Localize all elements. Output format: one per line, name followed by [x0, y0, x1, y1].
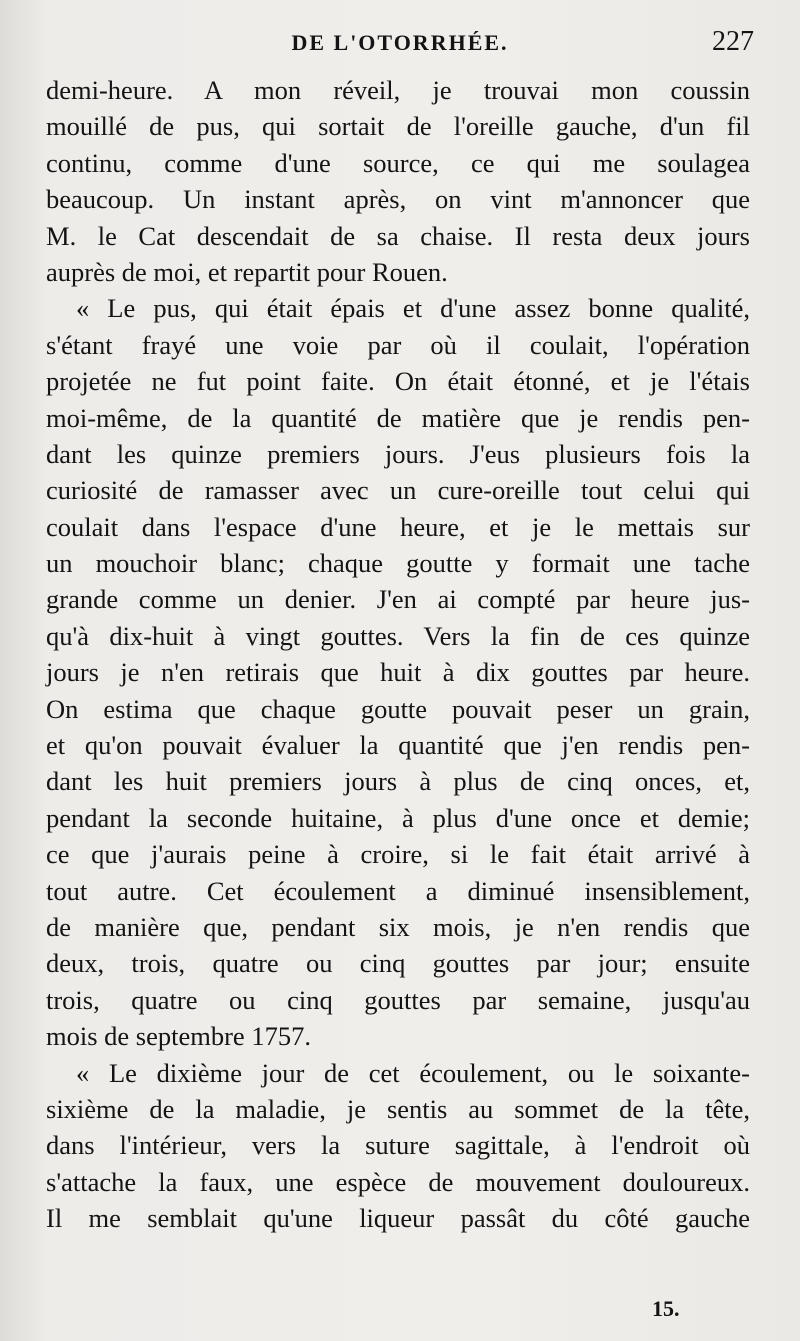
text-line: trois, quatre ou cinq gouttes par semaine, jusqu'au — [46, 984, 750, 1015]
text-line: pendant la seconde huitaine, à plus d'une once et demie; — [46, 802, 750, 833]
text-line: moi-même, de la quantité de matière que je rendis pen- — [46, 402, 750, 433]
signature-mark: 15. — [652, 1296, 680, 1321]
text-line: beaucoup. Un instant après, on vint m'annoncer que — [46, 184, 750, 215]
text-line: « Le pus, qui était épais et d'une assez bonne qualité, — [76, 293, 750, 324]
text-line: tout autre. Cet écoulement a diminué insensiblement, — [46, 875, 750, 906]
text-line: curiosité de ramasser avec un cure-oreille tout celui qui — [46, 475, 750, 506]
text-line: mois de septembre 1757. — [46, 1021, 311, 1052]
page-header — [46, 26, 754, 66]
text-line: On estima que chaque goutte pouvait peser un grain, — [46, 693, 750, 724]
page-number: 227 — [712, 26, 754, 57]
text-line: continu, comme d'une source, ce qui me soulagea — [46, 147, 750, 178]
text-line: et qu'on pouvait évaluer la quantité que j'en rendis pen- — [46, 730, 750, 761]
text-line: Il me semblait qu'une liqueur passât du côté gauche — [46, 1203, 750, 1234]
text-line: un mouchoir blanc; chaque goutte y formait une tache — [46, 548, 750, 579]
text-line: « Le dixième jour de cet écoulement, ou le soixante- — [76, 1057, 750, 1088]
text-line: de manière que, pendant six mois, je n'en rendis que — [46, 911, 750, 942]
text-line: grande comme un denier. J'en ai compté par heure jus- — [46, 584, 750, 615]
text-line: jours je n'en retirais que huit à dix gouttes par heure. — [46, 657, 750, 688]
text-line: dans l'intérieur, vers la suture sagittale, à l'endroit où — [46, 1130, 750, 1161]
text-line: dant les huit premiers jours à plus de cinq onces, et, — [46, 766, 750, 797]
running-title: DE L'OTORRHÉE. — [291, 30, 509, 55]
text-line: demi-heure. A mon réveil, je trouvai mon coussin — [46, 75, 750, 105]
text-line: s'attache la faux, une espèce de mouvement douloureux. — [46, 1166, 750, 1197]
text-line: auprès de moi, et repartit pour Rouen. — [46, 256, 448, 287]
text-line: qu'à dix-huit à vingt gouttes. Vers la fin de ces quinze — [46, 620, 750, 651]
body-text — [46, 72, 750, 1237]
text-line: coulait dans l'espace d'une heure, et je le mettais sur — [46, 511, 750, 542]
text-line: ce que j'aurais peine à croire, si le fait était arrivé à — [46, 839, 750, 870]
text-line: mouillé de pus, qui sortait de l'oreille gauche, d'un fil — [46, 111, 750, 142]
text-line: deux, trois, quatre ou cinq gouttes par jour; ensuite — [46, 948, 750, 979]
text-line: projetée ne fut point faite. On était étonné, et je l'étais — [46, 366, 750, 397]
text-line: s'étant frayé une voie par où il coulait, l'opération — [46, 329, 750, 360]
text-line: M. le Cat descendait de sa chaise. Il resta deux jours — [46, 220, 750, 251]
text-line: sixième de la maladie, je sentis au sommet de la tête, — [46, 1093, 750, 1124]
text-line: dant les quinze premiers jours. J'eus plusieurs fois la — [46, 438, 750, 469]
